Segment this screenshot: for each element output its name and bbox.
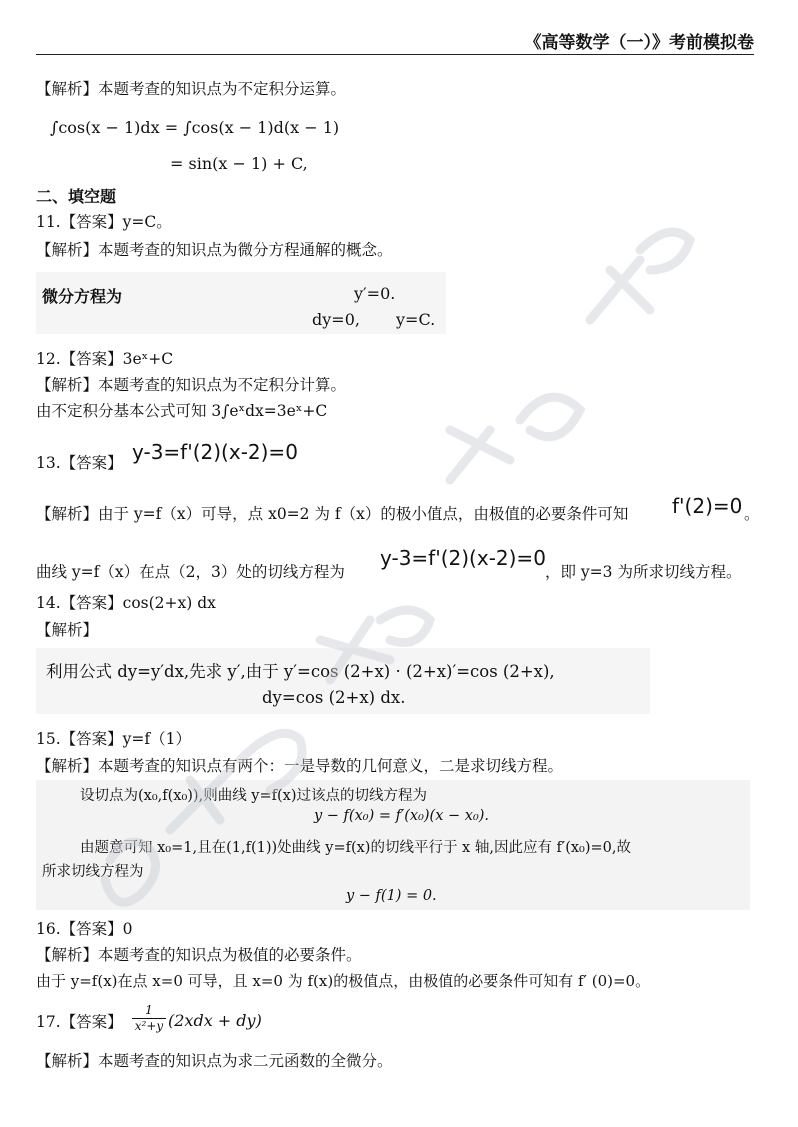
formula-text: y′=0.	[354, 284, 396, 303]
formula-line: = sin(x − 1) + C,	[170, 154, 308, 173]
formula-image	[36, 648, 650, 714]
answer-line: 13.【答案】	[36, 454, 123, 472]
formula-image: f'(2)=0	[672, 494, 743, 518]
formula-text: y − f(1) = 0.	[346, 888, 437, 904]
analysis-line: 【解析】由于 y=f（x）可导，点 x0=2 为 f（x）的极小值点，由极值的必要条件可知	[36, 505, 629, 523]
formula-text: dy=0,	[312, 310, 360, 329]
analysis-line: 由不定积分基本公式可知 3∫eˣdx=3eˣ+C	[36, 402, 328, 420]
analysis-line: 【解析】本题考查的知识点为不定积分运算。	[36, 80, 347, 98]
header-title: 《高等数学（一）》考前模拟卷	[524, 33, 754, 53]
answer-line: 11.【答案】y=C。	[36, 213, 172, 231]
answer-line: 15.【答案】y=f（1）	[36, 730, 191, 748]
analysis-line: 【解析】	[36, 621, 99, 639]
analysis-line: 【解析】本题考查的知识点为不定积分计算。	[36, 376, 347, 394]
formula-text: y − f(x₀) = f′(x₀)(x − x₀).	[314, 808, 490, 824]
fraction-denominator: x²+y	[134, 1019, 164, 1033]
formula-text: (2xdx + dy)	[168, 1011, 262, 1030]
analysis-line: 【解析】本题考查的知识点为极值的必要条件。	[36, 946, 362, 964]
analysis-line: 曲线 y=f（x）在点（2，3）处的切线方程为	[36, 563, 345, 581]
formula-text: 利用公式 dy=y′dx,先求 y′,由于 y′=cos (2+x) · (2+x)′=cos (2+x),	[46, 662, 555, 681]
analysis-line: 【解析】本题考查的知识点有两个：一是导数的几何意义，二是求切线方程。	[36, 757, 564, 775]
formula-image: y-3=f'(2)(x-2)=0	[380, 546, 546, 570]
section-title: 二、填空题	[36, 187, 117, 206]
formula-text: y=C.	[396, 310, 436, 329]
formula-text: 由题意可知 x₀=1,且在(1,f(1))处曲线 y=f(x)的切线平行于 x 轴,因此应有 f′(x₀)=0,故	[80, 840, 632, 856]
answer-line: 16.【答案】0	[36, 920, 133, 938]
formula-image	[36, 780, 750, 910]
analysis-line: 【解析】本题考查的知识点为微分方程通解的概念。	[36, 241, 393, 259]
analysis-line: 【解析】本题考查的知识点为求二元函数的全微分。	[36, 1052, 393, 1070]
fraction-numerator: 1	[132, 1003, 166, 1019]
analysis-line: 由于 y=f(x)在点 x=0 可导，且 x=0 为 f(x)的极值点，由极值的必要条件可知有 f′ (0)=0。	[36, 972, 651, 990]
formula-text: 设切点为(x₀,f(x₀)),则曲线 y=f(x)过该点的切线方程为	[80, 788, 428, 804]
answer-line: 14.【答案】cos(2+x) dx	[36, 594, 216, 612]
page-header	[36, 26, 754, 55]
formula-text: 微分方程为	[42, 287, 123, 306]
formula-line: ∫cos(x − 1)dx = ∫cos(x − 1)d(x − 1)	[50, 118, 340, 137]
formula-image: y-3=f'(2)(x-2)=0	[132, 440, 298, 464]
formula-text: dy=cos (2+x) dx.	[262, 688, 406, 707]
fraction	[132, 1003, 166, 1034]
answer-line: 12.【答案】3eˣ+C	[36, 350, 174, 368]
analysis-line: ，即 y=3 为所求切线方程。	[545, 563, 742, 581]
punct: 。	[744, 505, 760, 523]
answer-line: 17.【答案】	[36, 1013, 123, 1031]
formula-text: 所求切线方程为	[42, 864, 144, 880]
formula-image	[36, 272, 446, 334]
